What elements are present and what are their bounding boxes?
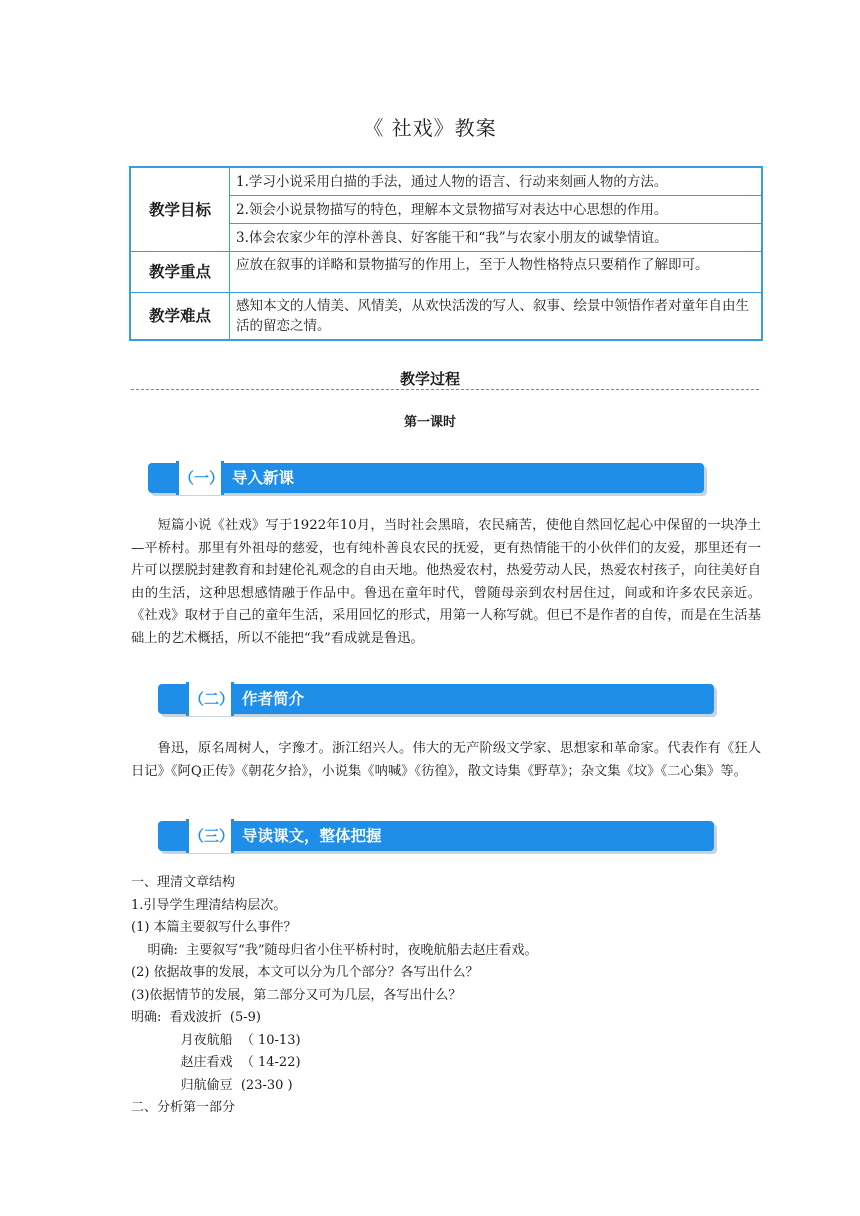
section-title: 作者简介: [242, 690, 305, 708]
intro-paragraph: 短篇小说《社戏》写于1922年10月，当时社会黑暗，农民痛苦，使他自然回忆起心中保留的一块净土—平桥村。那里有外祖母的慈爱，也有纯朴善良农民的抚爱，更有热情能干的小伙伴们的友爱，那里还有一片可以摆脱封建教育和封建伦礼观念的自由天地。他热爱农村，热爱劳动人民，热爱农村孩子，向往美好自由的生活，这种思想感情融于作品中。鲁迅在童年时代，曾随母亲到农村居住过，间或和许多农民亲近。《社戏》取材于自己的童年生活，采用回忆的形式，用第一人称写就。但已不是作者的自传，而是在生活基础上的艺术概括，所以不能把“我”看成就是鲁迅。: [131, 518, 761, 646]
process-title: 教学过程: [399, 370, 460, 388]
objectives-table: [129, 166, 763, 341]
reading-guide: [131, 872, 761, 1120]
guide-line: 明确: 主要叙写“我”随母归省小住平桥村时，夜晚航船去赵庄看戏。: [131, 942, 538, 958]
dashed-divider: [131, 389, 759, 390]
section-title: 导读课文，整体把握: [242, 827, 382, 845]
section-banner-1: [148, 463, 704, 493]
guide-line: 一、理清文章结构: [131, 875, 236, 890]
difficulty-text: 感知本文的人情美、风情美，从欢快活泼的写人、叙事、绘景中领悟作者对童年自由生活的留恋之情。: [230, 293, 763, 341]
guide-line: (1) 本篇主要叙写什么事件？: [131, 920, 297, 935]
document-title: 《 社戏》教案: [363, 116, 497, 140]
key-points-header: 教学重点: [130, 252, 230, 293]
section-title: 导入新课: [232, 469, 295, 487]
section-number-tab: （三）: [186, 819, 234, 853]
author-paragraph: 鲁迅，原名周树人，字豫才。浙江绍兴人。伟大的无产阶级文学家、思想家和革命家。代表作有《狂人日记》《阿Q正传》《朝花夕拾》，小说集《呐喊》《彷徨》，散文诗集《野草》；杂文集《坟》《二心集》等。: [131, 741, 761, 779]
difficulty-header: 教学难点: [130, 293, 230, 341]
lesson-label: 第一课时: [403, 415, 456, 430]
section-banner-2: [158, 684, 714, 714]
key-points-text: 应放在叙事的详略和景物描写的作用上，至于人物性格特点只要稍作了解即可。: [230, 252, 763, 293]
guide-line: 归航偷豆 (23-30 ): [131, 1077, 293, 1093]
guide-line: (2) 依据故事的发展，本文可以分为几个部分？各写出什么？: [131, 965, 479, 980]
goal-item: 3.体会农家少年的淳朴善良、好客能干和“我”与农家小朋友的诚挚情谊。: [230, 224, 763, 252]
goals-header: 教学目标: [130, 167, 230, 252]
goal-item: 1.学习小说采用白描的手法，通过人物的语言、行动来刻画人物的方法。: [230, 167, 763, 196]
guide-line: 月夜航船 （ 10-13): [131, 1032, 301, 1048]
goal-item: 2.领会小说景物描写的特色，理解本文景物描写对表达中心思想的作用。: [230, 196, 763, 224]
section-number-tab: （二）: [186, 682, 234, 716]
guide-line: (3)依据情节的发展，第二部分又可为几层，各写出什么？: [131, 987, 462, 1003]
guide-line: 1.引导学生理清结构层次。: [131, 897, 287, 913]
guide-line: 赵庄看戏 （ 14-22): [131, 1055, 301, 1070]
guide-line: 二、分析第一部分: [131, 1100, 236, 1115]
section-number-tab: （一）: [176, 461, 224, 495]
section-banner-3: [158, 821, 714, 851]
guide-line: 明确: 看戏波折 (5-9): [131, 1010, 261, 1025]
